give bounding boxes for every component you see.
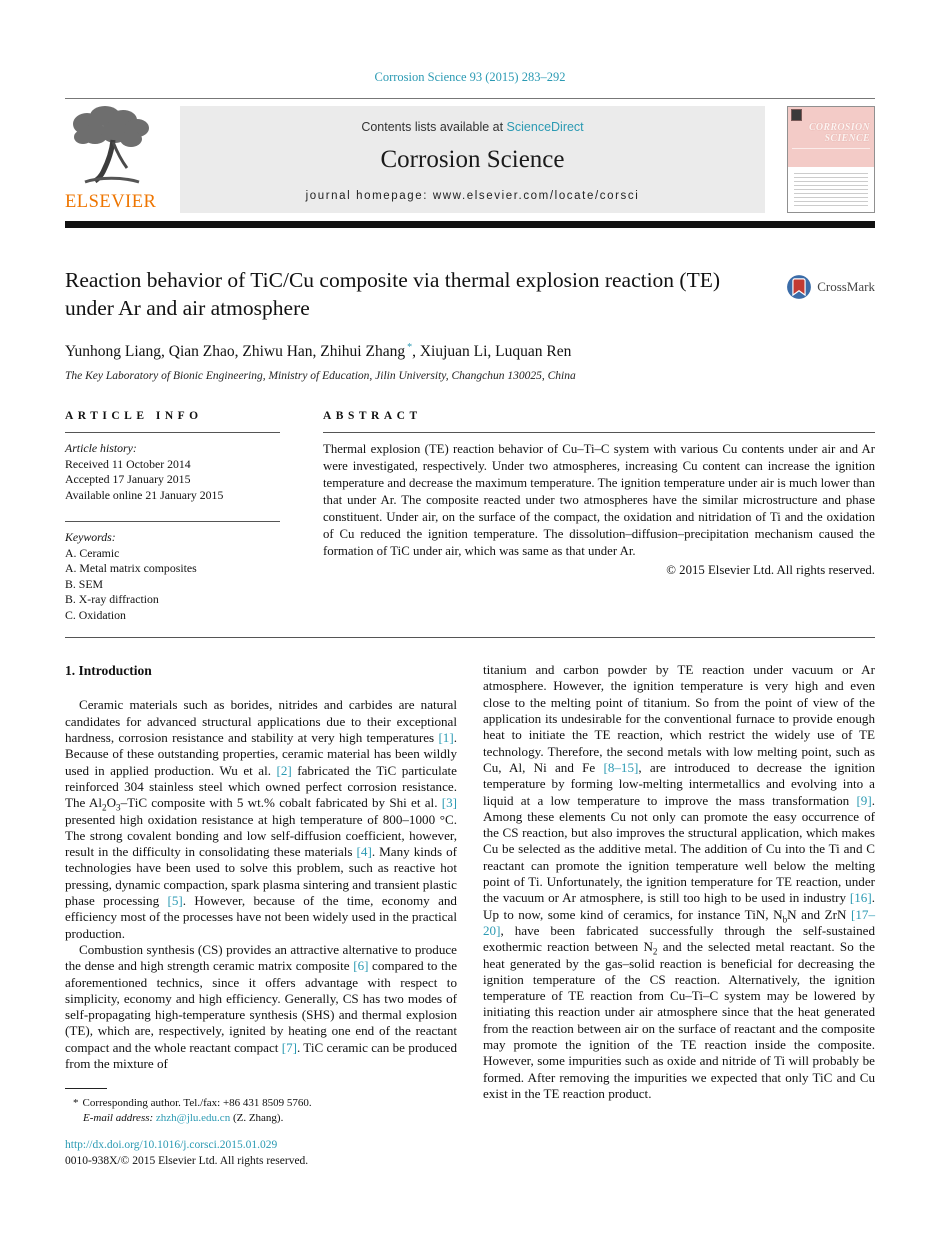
body-left-column — [65, 662, 457, 1168]
text-segment: compared to the aforementioned technics, since it offers advantage with respect to simplicity, economy and high efficiency. Generally, CS has two modes of self-propagating high-temperature synthesis (SHS) and thermal explosion (TE), which are, respectively, ignited by heating one end of the reactant compact and the whole reactant compact — [65, 958, 458, 1055]
text-segment: . Because of these outstanding properties, ceramic material has been wildly used in applied production. Wu et al. — [65, 730, 457, 778]
email-note — [65, 1111, 457, 1126]
article-history-group — [65, 441, 280, 503]
cover-publisher-icon — [792, 110, 801, 120]
text-segment: , have been fabricated successfully through the self-sustained exothermic reaction between N — [483, 922, 875, 955]
body-right-column — [483, 662, 875, 1168]
citation-link[interactable]: [8–15] — [603, 759, 639, 775]
journal-banner — [65, 106, 875, 213]
history-label: Article history: — [65, 441, 137, 456]
citation-link[interactable]: [5] — [167, 893, 183, 909]
article-title: Reaction behavior of TiC/Cu composite via thermal explosion reaction (TE) under Ar and air atmosphere — [65, 268, 721, 320]
author-list — [65, 342, 875, 361]
email-suffix: (Z. Zhang). — [230, 1111, 284, 1124]
homepage-prefix: journal homepage: — [305, 190, 433, 202]
keyword-item: B. SEM — [65, 576, 104, 591]
abstract-column — [323, 410, 875, 623]
introduction-heading: 1. Introduction — [65, 663, 152, 679]
citation-link[interactable]: [17–20] — [483, 906, 875, 938]
text-segment: . Up to now, some kind of ceramics, for instance TiN, N — [483, 890, 875, 922]
text-segment: , are introduced to decrease the ignition temperature by forming low-melting intermetallics and evolving into a liquid at a low temperature to improve the mass transformation — [483, 759, 875, 808]
abstract-copyright: © 2015 Elsevier Ltd. All rights reserved. — [666, 563, 875, 578]
footnote-block — [65, 1088, 457, 1168]
corresponding-author-mark[interactable]: * — [407, 342, 413, 353]
text-segment: fabricated the TiC particulate reinforced 304 stainless steel which owned perfect corrosion resistance. The Al — [65, 762, 457, 811]
doi-link[interactable]: http://dx.doi.org/10.1016/j.corsci.2015.01.029 — [65, 1139, 278, 1152]
text-segment: presented high oxidation resistance at high temperature of 800–1000 °C. The strong covalent bonding and low self-diffusion coefficient, however, result in the difficulty in consolidating these materials — [65, 811, 457, 860]
text-segment: b — [782, 914, 788, 925]
abstract-heading: ABSTRACT — [323, 410, 422, 423]
crossmark-label: CrossMark — [817, 279, 875, 294]
elsevier-tree-icon — [65, 106, 159, 188]
homepage-line — [180, 190, 765, 202]
citation-link[interactable]: [3] — [441, 795, 457, 811]
cover-contents-area — [788, 167, 874, 212]
crossmark-badge[interactable] — [786, 274, 875, 300]
text-segment: . However, because of the time, economy and efficiency most of the processes have not been widely used in the practical production. — [65, 893, 457, 941]
text-segment: 2 — [652, 946, 658, 957]
banner-bottom-bar — [65, 221, 875, 228]
contents-prefix: Contents lists available at — [361, 120, 507, 134]
text-segment: N and ZrN — [787, 906, 851, 922]
text-segment: 3 — [116, 802, 121, 813]
citation-link[interactable]: [4] — [356, 844, 372, 860]
journal-cover-thumbnail[interactable] — [787, 106, 875, 213]
cover-rule — [792, 148, 870, 149]
sciencedirect-link[interactable]: ScienceDirect — [506, 120, 584, 134]
authors-segment: , Xiujuan Li, Luquan Ren — [412, 343, 572, 361]
citation-link[interactable]: [7] — [281, 1039, 297, 1055]
history-item: Accepted 17 January 2015 — [65, 472, 191, 487]
authors-segment: Yunhong Liang, Qian Zhao, Zhiwu Han, Zhihui Zhang — [65, 343, 406, 361]
elsevier-logo[interactable] — [65, 106, 165, 213]
email-link[interactable]: zhzh@jlu.edu.cn — [155, 1111, 231, 1124]
body-paragraph — [65, 697, 457, 941]
text-segment: 2 — [101, 802, 107, 813]
text-segment: . Among these elements Cu not only can promote the easy occurrence of the CS reaction, but also improves the structural application, which makes Cu be selected as the additive metal. The addition of Cu into the Ti and C reactant can promote the ignition temperature well below the melting point of Ti. Unfortunately, the ignition temperature for TE reaction, under the vacuum or Ar atmosphere, is still too high to be used in industry — [483, 792, 875, 906]
citation-link[interactable]: [1] — [438, 730, 454, 746]
article-body — [65, 662, 875, 1168]
footnote-rule — [65, 1088, 107, 1089]
affiliation: The Key Laboratory of Bionic Engineering, Ministry of Education, Jilin University, Changchun 130025, China — [65, 370, 576, 383]
text-segment: Ceramic materials such as borides, nitrides and carbides are natural candidates for advanced structural applications due to their exceptional hardness, corrosion resistance and stability at very high temperatures — [65, 697, 457, 746]
homepage-url-link[interactable]: www.elsevier.com/locate/corsci — [432, 190, 640, 202]
citation-link[interactable]: [16] — [849, 890, 872, 906]
cover-title: CORROSION SCIENCE — [808, 122, 870, 144]
keyword-item: A. Ceramic — [65, 545, 120, 560]
corresponding-author-note — [65, 1096, 457, 1111]
article-info-heading: ARTICLE INFO — [65, 410, 203, 423]
text-segment: Combustion synthesis (CS) provides an attractive alternative to produce the dense and high strength ceramic matrix composite — [65, 941, 457, 974]
cover-text-lines — [794, 173, 868, 207]
body-paragraph — [483, 662, 875, 1102]
body-paragraph — [65, 942, 457, 1072]
contents-line — [180, 120, 765, 134]
rule — [323, 432, 875, 433]
text-segment: titanium and carbon powder by TE reaction under vacuum or Ar atmosphere. However, the ignition temperature is very high and even close to the melting point of titanium. So from the point of view of the application its undesirable for the conventional furnace to provide enough heat to initiate the TE reaction, which restrict the widely use of TE technology. Therefore, the second metals with low melting point, such as Cu, Al, Ni and Fe — [483, 662, 875, 775]
citation-link[interactable]: [9] — [856, 792, 872, 808]
email-label: E-mail address: — [83, 1111, 154, 1124]
text-segment: . TiC ceramic can be produced from the mixture of — [65, 1039, 457, 1071]
keywords-label: Keywords: — [65, 530, 116, 545]
footnote-marker: * — [73, 1097, 79, 1110]
citation-link[interactable]: [2] — [276, 762, 292, 778]
cover-masthead — [788, 107, 874, 167]
banner-center-panel — [180, 106, 765, 213]
crossmark-icon — [786, 274, 812, 300]
article-info-column — [65, 410, 280, 623]
paper-page — [65, 0, 875, 1168]
section-divider — [65, 637, 875, 638]
abstract-text: Thermal explosion (TE) reaction behavior of Cu–Ti–C system with various Cu contents under air and Ar were investigated, respectively. Under two atmospheres, increasing Cu content can increase the ignition temperature and decrease the maximum temperature. The ignition temperature under air is much lower than that under Ar. The composite reacted under two atmospheres have the similar microstructure and phase constituent. Under air, on the surface of the compact, the oxidation and nitridation of Ti and the oxidation of Cu reduced the ignition temperature. The dissolution–diffusion–precipitation mechanism caused the formation of TiC under air, which was same as that under Ar. — [323, 442, 875, 559]
keywords-group — [65, 530, 280, 623]
keyword-item: A. Metal matrix composites — [65, 561, 197, 576]
history-item: Received 11 October 2014 — [65, 456, 191, 471]
journal-citation-header: Corrosion Science 93 (2015) 283–292 — [374, 70, 566, 84]
text-segment: and the selected metal reactant. So the heat generated by the gas–solid reaction is beneficial for decreasing the ignition temperature of the CS reaction. Alternatively, the ignition temperature of TE reaction from Cu–Ti–C system may be lowered by initiating this reaction under air atmosphere since that the heat generated from the reaction between air on the surface of reactant and the composite may promote the ignition of the TE reaction inside the composite. However, some impurities such as oxide and nitride of Ti will probably be formed. After removing the impurities we expected that only TiC and Cu exist in the TE reaction product. — [483, 939, 875, 1101]
banner-journal-title: Corrosion Science — [380, 146, 565, 173]
history-item: Available online 21 January 2015 — [65, 487, 224, 502]
rule — [65, 521, 280, 522]
rule — [65, 432, 280, 433]
elsevier-wordmark: ELSEVIER — [65, 192, 157, 212]
info-abstract-section — [65, 410, 875, 623]
text-segment: O — [106, 795, 117, 811]
keyword-item: C. Oxidation — [65, 607, 126, 622]
keyword-item: B. X-ray diffraction — [65, 592, 159, 607]
citation-link[interactable]: [6] — [353, 958, 369, 974]
issn-copyright-line: 0010-938X/© 2015 Elsevier Ltd. All rights reserved. — [65, 1154, 309, 1167]
footnote-text: Corresponding author. Tel./fax: +86 431 8509 5760. — [82, 1097, 312, 1110]
header-divider — [65, 98, 875, 99]
text-segment: . Many kinds of technologies have been used to solve this problem, such as reactive hot pressing, dynamic compaction, spark plasma sintering and transient plastic phase processing — [65, 844, 457, 909]
text-segment: –TiC composite with 5 wt.% cobalt fabricated by Shi et al. — [120, 795, 442, 811]
